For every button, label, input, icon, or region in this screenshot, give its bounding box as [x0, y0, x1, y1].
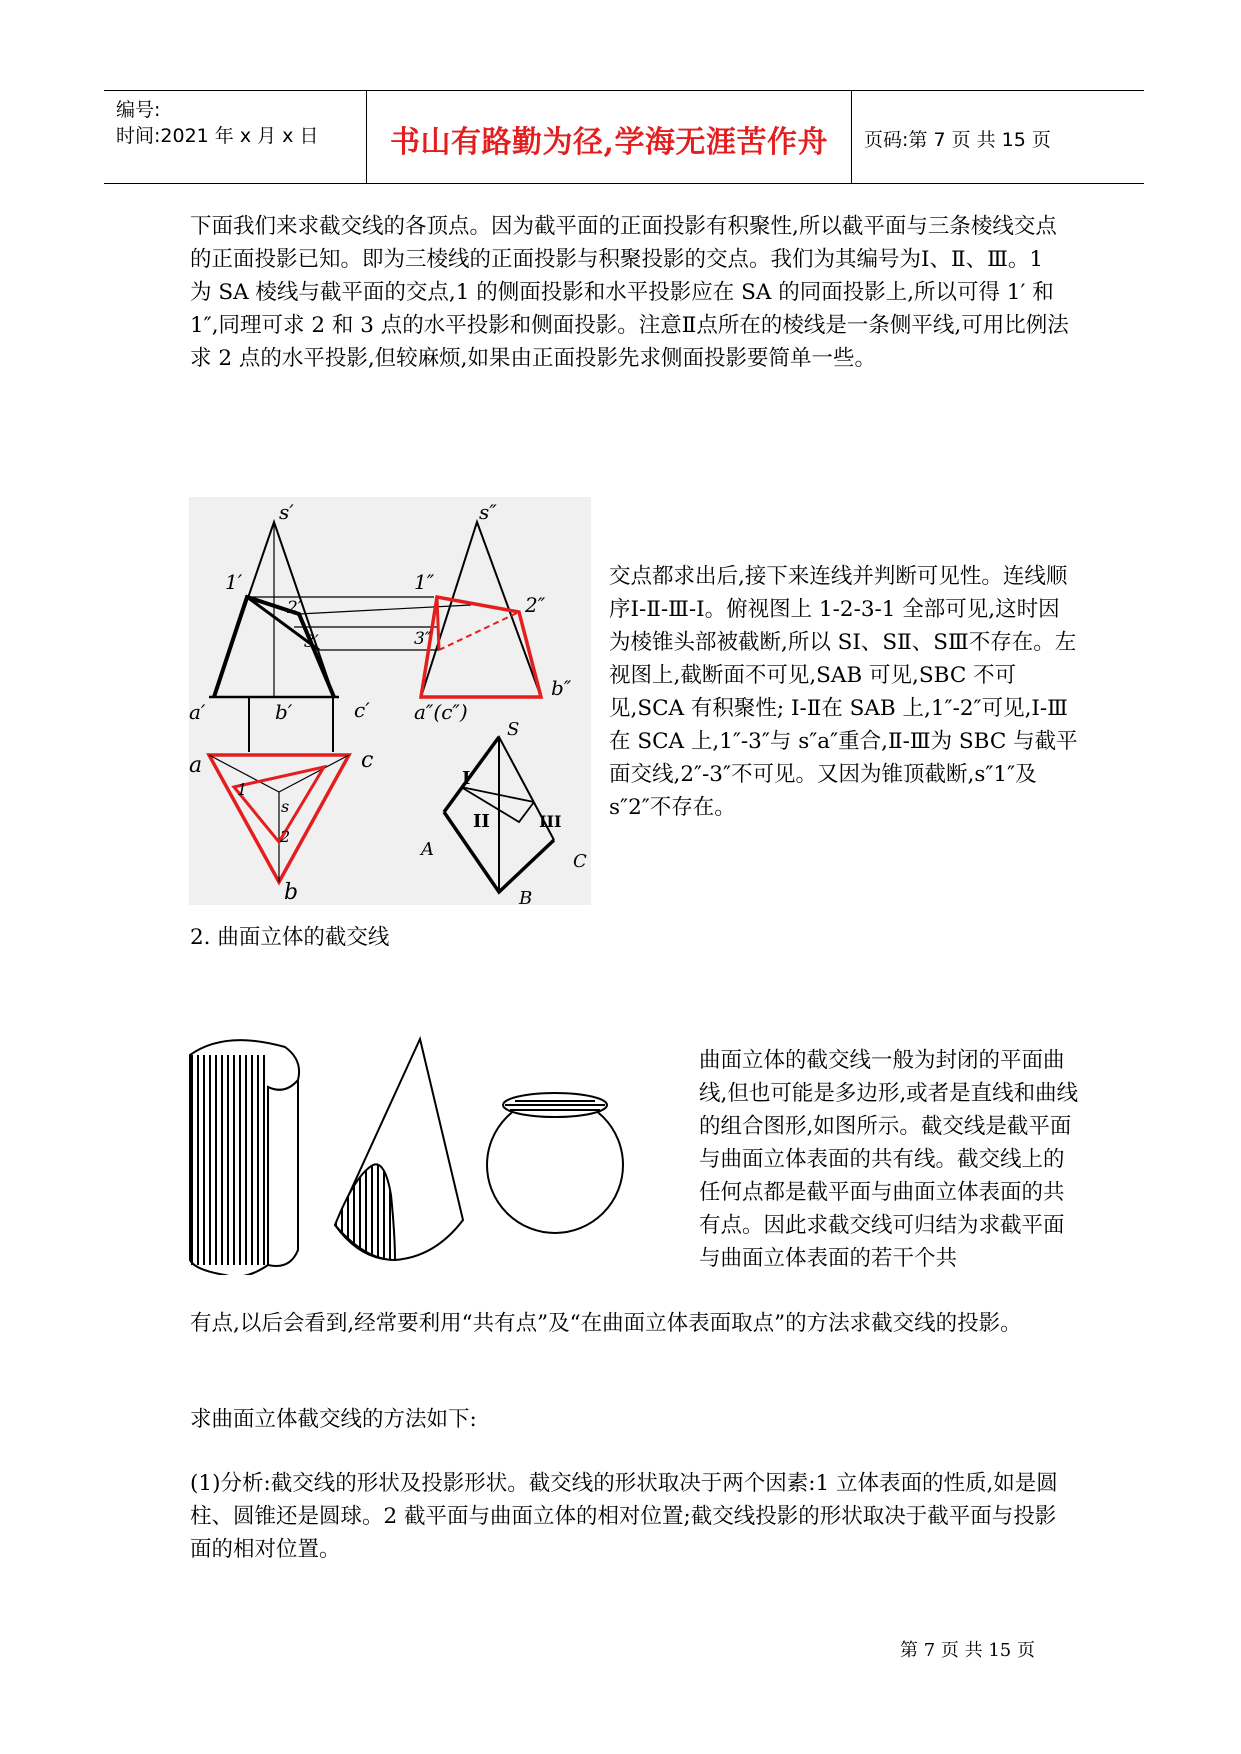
page-footer: 第 7 页 共 15 页 — [900, 1640, 1035, 1661]
label-S-3d: S — [507, 719, 520, 740]
label-II-3d: II — [473, 811, 490, 832]
document-time-label: 时间:2021 年 x 月 x 日 — [116, 125, 319, 147]
header-page-number: 页码:第 7 页 共 15 页 — [864, 129, 1051, 151]
label-1-front: 1′ — [225, 570, 243, 594]
header-info-cell — [104, 91, 367, 183]
label-2-side: 2″ — [525, 593, 546, 617]
front-view — [209, 522, 339, 697]
paragraph-analysis-step: (1)分析:截交线的形状及投影形状。截交线的形状取决于两个因素:1 立体表面的性质,如是圆柱、圆锥还是圆球。2 截平面与曲面立体的相对位置;截交线投影的形状取决于截平面与投影面的相对位置。 — [190, 1471, 1058, 1562]
label-1-side: 1″ — [414, 570, 435, 594]
label-2-front: 2′ — [287, 598, 302, 618]
label-a-side: a″(c″) — [414, 700, 468, 724]
label-III-3d: III — [539, 812, 562, 831]
label-3-front: 3′ — [304, 632, 319, 652]
section-2-title: 2. 曲面立体的截交线 — [190, 925, 390, 950]
label-A-3d: A — [421, 839, 434, 860]
label-c-front: c′ — [354, 698, 370, 722]
top-view — [209, 755, 349, 882]
curved-intersection-explanation: 曲面立体的截交线一般为封闭的平面曲线,但也可能是多边形,或者是直线和曲线的组合图形,如图所示。截交线是截平面与曲面立体表面的共有线。截交线上的任何点都是截平面与曲面立体表面的共有点。因此求截交线可归结为求截平面与曲面立体表面的若干个共 — [699, 1048, 1079, 1271]
label-b-top: b — [284, 880, 299, 905]
label-a-top: a — [189, 753, 203, 778]
label-s-front: s′ — [279, 500, 294, 524]
pyramid-3d-view — [444, 737, 554, 892]
paragraph-common-points: 有点,以后会看到,经常要利用“共有点”及“在曲面立体表面取点”的方法求截交线的投影。 — [190, 1311, 1022, 1336]
cut-sphere — [487, 1093, 623, 1233]
label-b-side: b″ — [551, 676, 572, 700]
paragraph-method-intro: 求曲面立体截交线的方法如下: — [190, 1407, 477, 1432]
label-b-front: b′ — [275, 700, 293, 724]
document-number-label: 编号: — [116, 99, 161, 121]
label-B-3d: B — [519, 888, 533, 905]
label-I-3d: I — [462, 768, 471, 789]
curved-solids-figure — [185, 1035, 685, 1275]
header-motto-cell — [367, 91, 852, 183]
cut-cylinder — [190, 1040, 299, 1275]
label-c-top: c — [361, 748, 374, 773]
label-C-3d: C — [573, 851, 587, 872]
header-motto: 书山有路勤为径,学海无涯苦作舟 — [390, 125, 828, 160]
label-s-side: s″ — [479, 500, 497, 524]
label-s-top: s — [281, 797, 290, 816]
side-view — [421, 522, 541, 697]
pyramid-section-figure — [189, 497, 591, 905]
cut-cone — [335, 1039, 463, 1260]
paragraph-intersection-vertices: 下面我们来求截交线的各顶点。因为截平面的正面投影有积聚性,所以截平面与三条棱线交点的正面投影已知。即为三棱线的正面投影与积聚投影的交点。我们为其编号为Ⅰ、Ⅱ、Ⅲ。1 为 SA 棱线与截平面的交点,1 的侧面投影和水平投影应在 SA 的同面投影上,所以可得 1′ 和 1″,同理可求 2 和 3 点的水平投影和侧面投影。注意Ⅱ点所在的棱线是一条侧平线,可用比例法求 2 点的水平投影,但较麻烦,如果由正面投影先求侧面投影要简单一些。 — [190, 214, 1069, 371]
visibility-explanation: 交点都求出后,接下来连线并判断可见性。连线顺序Ⅰ-Ⅱ-Ⅲ-Ⅰ。俯视图上 1-2-3-1 全部可见,这时因为棱锥头部被截断,所以 SⅠ、SⅡ、SⅢ不存在。左视图上,截断面不可见,SAB 可见,SBC 不可见,SCA 有积聚性; Ⅰ-Ⅱ在 SAB 上,1″-2″可见,Ⅰ-Ⅲ在 SCA 上,1″-3″与 s″a″重合,Ⅱ-Ⅲ为 SBC 与截平面交线,2″-3″不可见。又因为锥顶截断,s″1″及 s″2″不存在。 — [609, 564, 1078, 820]
label-2-top: 2 — [280, 827, 291, 846]
label-1-top: 1 — [237, 780, 248, 799]
label-a-front: a′ — [189, 700, 206, 724]
header-page-cell — [852, 91, 1144, 183]
page-header — [104, 90, 1144, 184]
label-3-side: 3″ — [414, 629, 432, 649]
